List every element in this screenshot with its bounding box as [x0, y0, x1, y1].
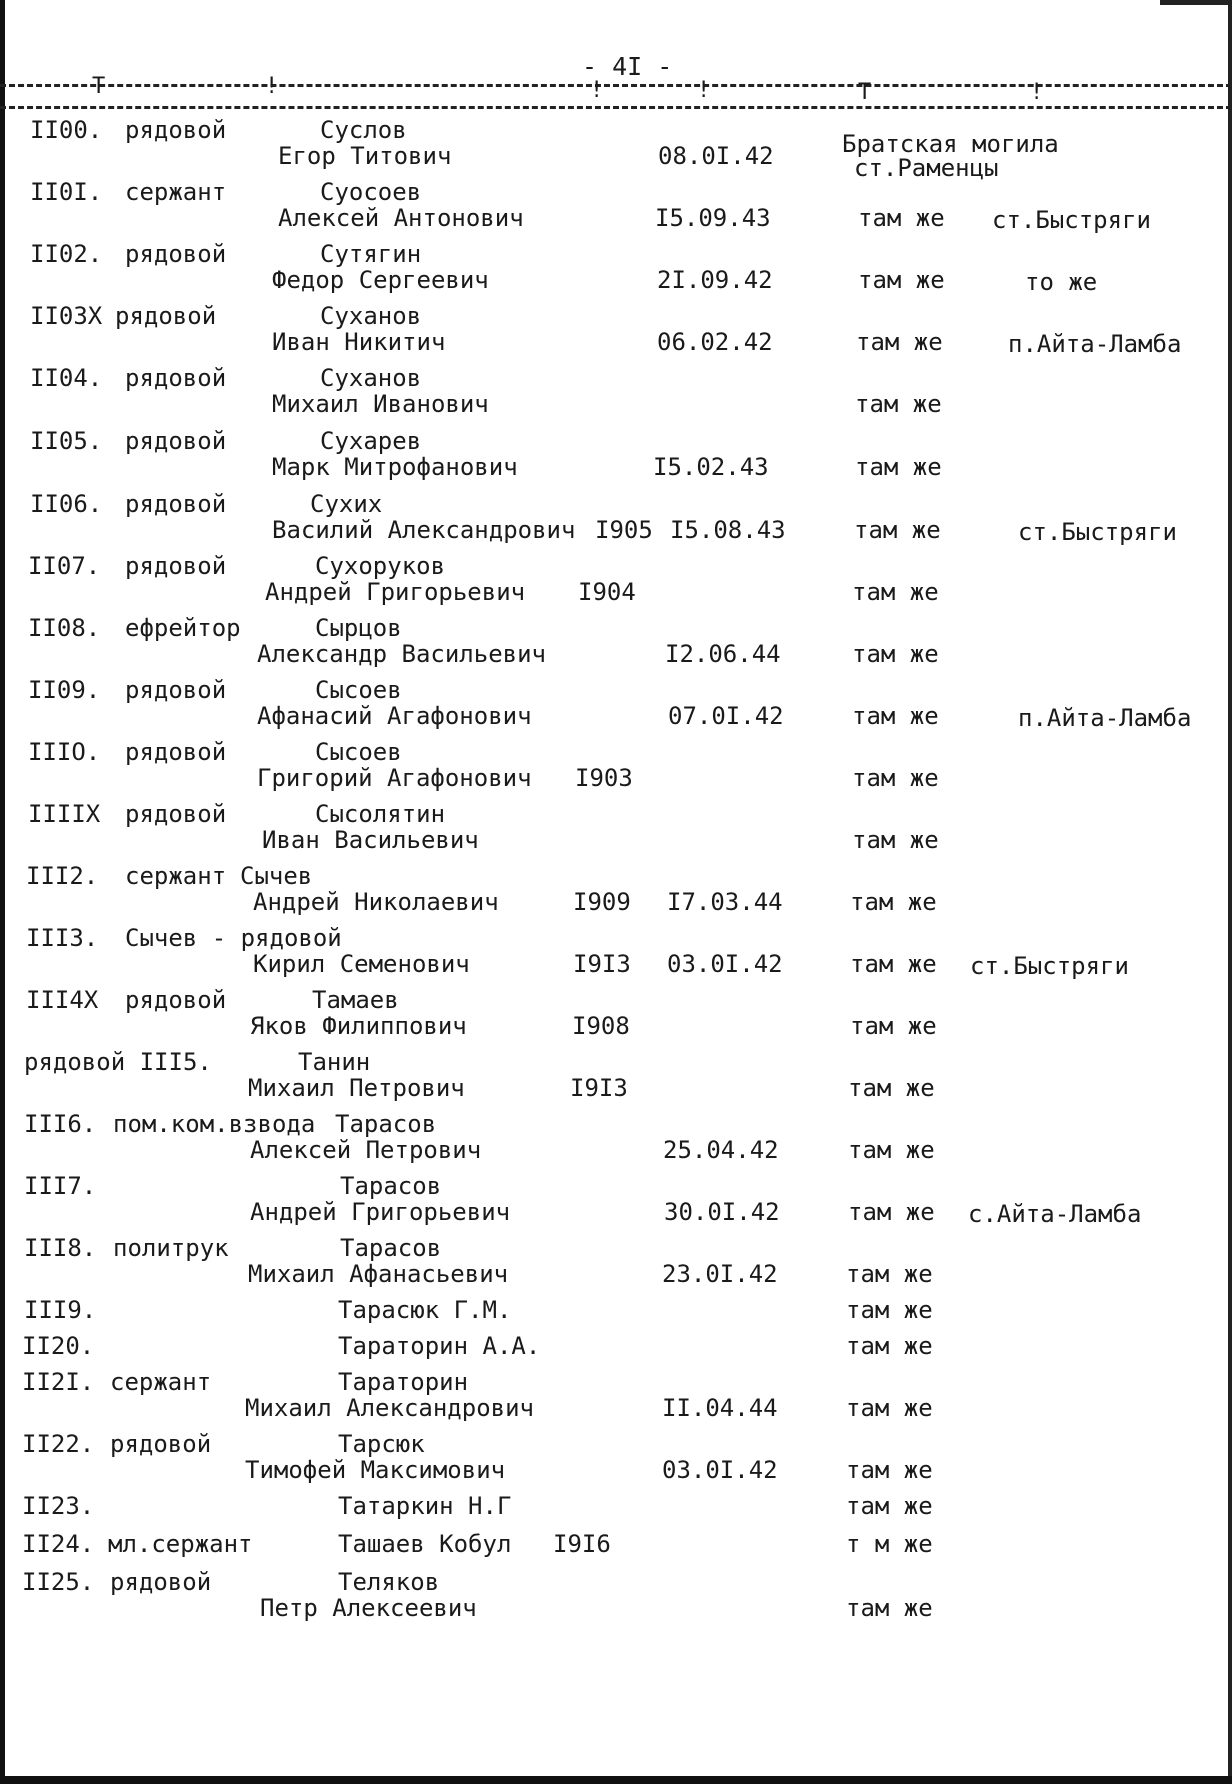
entry-number: II2I. — [22, 1368, 95, 1396]
scan-edge-top — [1160, 0, 1232, 5]
entry-name: Егор Титович — [278, 142, 452, 170]
entry-number: II25. — [22, 1568, 95, 1596]
entry-name: Михаил Петрович — [248, 1074, 465, 1102]
entry-surname: Тараторин А.А. — [338, 1332, 541, 1360]
entry-rank: ефрейтор — [125, 614, 241, 642]
entry-birth-year: I9I3 — [573, 950, 631, 978]
entry-name: Василий Александрович — [272, 516, 576, 544]
entry-birth-year: I908 — [572, 1012, 630, 1040]
entry-burial-place: там же — [855, 390, 942, 418]
entry-burial-place: там же — [848, 1136, 935, 1164]
entry-number: II07. — [28, 552, 101, 580]
header-tick: T — [92, 74, 106, 99]
entry-death-date: I5.09.43 — [655, 204, 771, 232]
entry-burial-place: там же — [846, 1260, 933, 1288]
entry-rank: рядовой — [125, 427, 227, 455]
entry-name: Кирил Семенович — [253, 950, 470, 978]
entry-name: Иван Никитич — [272, 328, 446, 356]
entry-rank: политрук — [113, 1234, 229, 1262]
entry-death-date: I5.02.43 — [653, 453, 769, 481]
entry-surname: Танин — [298, 1048, 371, 1076]
entry-surname: Сухарев — [320, 427, 422, 455]
entry-rank: рядовой — [110, 1430, 212, 1458]
header-rule-top — [0, 84, 1232, 87]
entry-surname: Теляков — [338, 1568, 440, 1596]
entry-birth-year: I905 — [595, 516, 653, 544]
header-tick: ! — [590, 78, 604, 103]
entry-name: Михаил Афанасьевич — [248, 1260, 509, 1288]
entry-number: II02. — [30, 240, 103, 268]
entry-locality: ст.Быстряги — [1018, 518, 1177, 546]
entry-rank: рядовой — [125, 552, 227, 580]
entry-surname: Сутягин — [320, 240, 422, 268]
entry-number: II03Х — [30, 302, 103, 330]
entry-rank: рядовой — [125, 738, 227, 766]
scan-edge-right — [1228, 0, 1232, 1784]
entry-number: II09. — [28, 676, 101, 704]
entry-number: II00. — [30, 116, 103, 144]
header-tick: ! — [1030, 80, 1044, 105]
entry-birth-year: I9I6 — [553, 1530, 611, 1558]
entry-burial-place: там же — [846, 1456, 933, 1484]
entry-surname: Сырцов — [315, 614, 402, 642]
entry-rank: рядовой — [125, 676, 227, 704]
entry-surname: Тарасюк Г.М. — [338, 1296, 512, 1324]
entry-name: Андрей Григорьевич — [250, 1198, 511, 1226]
entry-burial-place-detail: ст.Раменцы — [854, 154, 999, 182]
entry-number: III2. — [26, 862, 99, 890]
entry-burial-place: там же — [852, 578, 939, 606]
entry-rank: рядовой — [125, 116, 227, 144]
entry-name: Афанасий Агафонович — [257, 702, 532, 730]
entry-name: Григорий Агафонович — [257, 764, 532, 792]
entry-rank: рядовой — [125, 490, 227, 518]
entry-name: Иван Васильевич — [262, 826, 479, 854]
entry-number: III4Х — [26, 986, 99, 1014]
entry-name: Алексей Антонович — [278, 204, 524, 232]
entry-number: III6. — [24, 1110, 97, 1138]
entry-burial-place: там же — [850, 950, 937, 978]
entry-birth-year: I903 — [575, 764, 633, 792]
entry-death-date: 03.0I.42 — [662, 1456, 778, 1484]
entry-burial-place: там же — [852, 640, 939, 668]
entry-surname: Сычев — [240, 862, 313, 890]
entry-rank: Сычев - рядовой — [125, 924, 342, 952]
entry-rank: пом.ком.взвода — [113, 1110, 316, 1138]
entry-death-date: II.04.44 — [662, 1394, 778, 1422]
entry-surname: Суханов — [320, 364, 422, 392]
entry-surname: Тарасов — [340, 1234, 442, 1262]
entry-birth-year: I9I3 — [570, 1074, 628, 1102]
scan-edge-left — [0, 0, 5, 1784]
entry-surname: Суосоев — [320, 178, 422, 206]
entry-locality: ст.Быстряги — [992, 206, 1151, 234]
header-tick: T — [858, 80, 872, 105]
entry-number: III7. — [24, 1172, 97, 1200]
entry-locality: ст.Быстряги — [970, 952, 1129, 980]
entry-number: III9. — [24, 1296, 97, 1324]
entry-number: II05. — [30, 427, 103, 455]
entry-rank: сержант — [125, 862, 227, 890]
entry-number: II08. — [28, 614, 101, 642]
entry-rank: сержант — [125, 178, 227, 206]
entry-burial-place: там же — [850, 888, 937, 916]
entry-burial-place: там же — [846, 1594, 933, 1622]
page-number: - 4I - — [582, 52, 673, 81]
entry-death-date: 30.0I.42 — [664, 1198, 780, 1226]
entry-rank: рядовой — [125, 364, 227, 392]
entry-burial-place: там же — [858, 266, 945, 294]
entry-death-date: 25.04.42 — [663, 1136, 779, 1164]
entry-burial-place: там же — [852, 826, 939, 854]
entry-surname: Сысолятин — [315, 800, 446, 828]
entry-locality: п.Айта-Ламба — [1018, 704, 1192, 732]
entry-number: III3. — [26, 924, 99, 952]
entry-death-date: 06.02.42 — [657, 328, 773, 356]
entry-death-date: I2.06.44 — [665, 640, 781, 668]
entry-burial-place: там же — [846, 1296, 933, 1324]
entry-surname: Сысоев — [315, 676, 402, 704]
entry-birth-year: I904 — [578, 578, 636, 606]
entry-surname: Суслов — [320, 116, 407, 144]
entry-burial-place: там же — [854, 516, 941, 544]
entry-number: II0I. — [30, 178, 103, 206]
entry-name: Тимофей Максимович — [245, 1456, 506, 1484]
entry-name: Андрей Николаевич — [253, 888, 499, 916]
entry-rank: рядовой — [125, 240, 227, 268]
entry-burial-place: там же — [856, 328, 943, 356]
entry-death-date: 2I.09.42 — [657, 266, 773, 294]
entry-surname: Тарасов — [340, 1172, 442, 1200]
entry-number: рядовой III5. — [24, 1048, 212, 1076]
entry-number: II24. — [22, 1530, 95, 1558]
entry-surname: Тараторин — [338, 1368, 469, 1396]
entry-surname: Ташаев Кобул — [338, 1530, 512, 1558]
entry-surname: Сысоев — [315, 738, 402, 766]
entry-surname: Сухоруков — [315, 552, 446, 580]
entry-death-date: 03.0I.42 — [667, 950, 783, 978]
entry-name: Федор Сергеевич — [272, 266, 489, 294]
entry-locality: то же — [1025, 268, 1098, 296]
entry-surname: Тарсюк — [338, 1430, 425, 1458]
entry-number: IIIIХ — [28, 800, 101, 828]
scan-edge-bottom — [0, 1776, 1232, 1784]
entry-burial-place: там же — [848, 1198, 935, 1226]
entry-name: Михаил Иванович — [272, 390, 489, 418]
entry-rank: сержант — [110, 1368, 212, 1396]
entry-name: Михаил Александрович — [245, 1394, 534, 1422]
entry-burial-place: там же — [855, 453, 942, 481]
entry-locality: п.Айта-Ламба — [1008, 330, 1182, 358]
entry-burial-place: там же — [846, 1332, 933, 1360]
entry-surname: Суханов — [320, 302, 422, 330]
entry-death-date: I5.08.43 — [670, 516, 786, 544]
entry-burial-place: Братская могила — [842, 130, 1059, 158]
entry-number: II04. — [30, 364, 103, 392]
entry-name: Марк Митрофанович — [272, 453, 518, 481]
entry-number: II06. — [30, 490, 103, 518]
entry-death-date: 07.0I.42 — [668, 702, 784, 730]
header-rule-bottom — [0, 106, 1232, 109]
entry-locality: с.Айта-Ламба — [968, 1200, 1142, 1228]
entry-number: IIIO. — [28, 738, 101, 766]
entry-burial-place: там же — [852, 702, 939, 730]
entry-burial-place: там же — [846, 1492, 933, 1520]
entry-number: III8. — [24, 1234, 97, 1262]
entry-burial-place: там же — [848, 1074, 935, 1102]
entry-surname: Татаркин Н.Г — [338, 1492, 512, 1520]
header-tick: ! — [697, 78, 711, 103]
entry-name: Андрей Григорьевич — [265, 578, 526, 606]
entry-name: Яков Филиппович — [250, 1012, 467, 1040]
entry-death-date: 23.0I.42 — [662, 1260, 778, 1288]
entry-name: Алексей Петрович — [250, 1136, 482, 1164]
entry-birth-year: I909 — [573, 888, 631, 916]
entry-number: II22. — [22, 1430, 95, 1458]
entry-rank: рядовой — [125, 800, 227, 828]
entry-number: II20. — [22, 1332, 95, 1360]
entry-death-date: I7.03.44 — [667, 888, 783, 916]
entry-burial-place: т м же — [846, 1530, 933, 1558]
entry-death-date: 08.0I.42 — [658, 142, 774, 170]
entry-name: Петр Алексеевич — [260, 1594, 477, 1622]
entry-rank: мл.сержант — [108, 1530, 253, 1558]
entry-rank: рядовой — [110, 1568, 212, 1596]
entry-rank: рядовой — [115, 302, 217, 330]
entry-surname: Тарасов — [335, 1110, 437, 1138]
entry-burial-place: там же — [858, 204, 945, 232]
entry-name: Александр Васильевич — [257, 640, 546, 668]
entry-burial-place: там же — [850, 1012, 937, 1040]
header-tick: ! — [265, 74, 279, 99]
entry-burial-place: там же — [852, 764, 939, 792]
entry-rank: рядовой — [125, 986, 227, 1014]
entry-number: II23. — [22, 1492, 95, 1520]
entry-surname: Тамаев — [312, 986, 399, 1014]
entry-burial-place: там же — [846, 1394, 933, 1422]
entry-surname: Сухих — [310, 490, 383, 518]
